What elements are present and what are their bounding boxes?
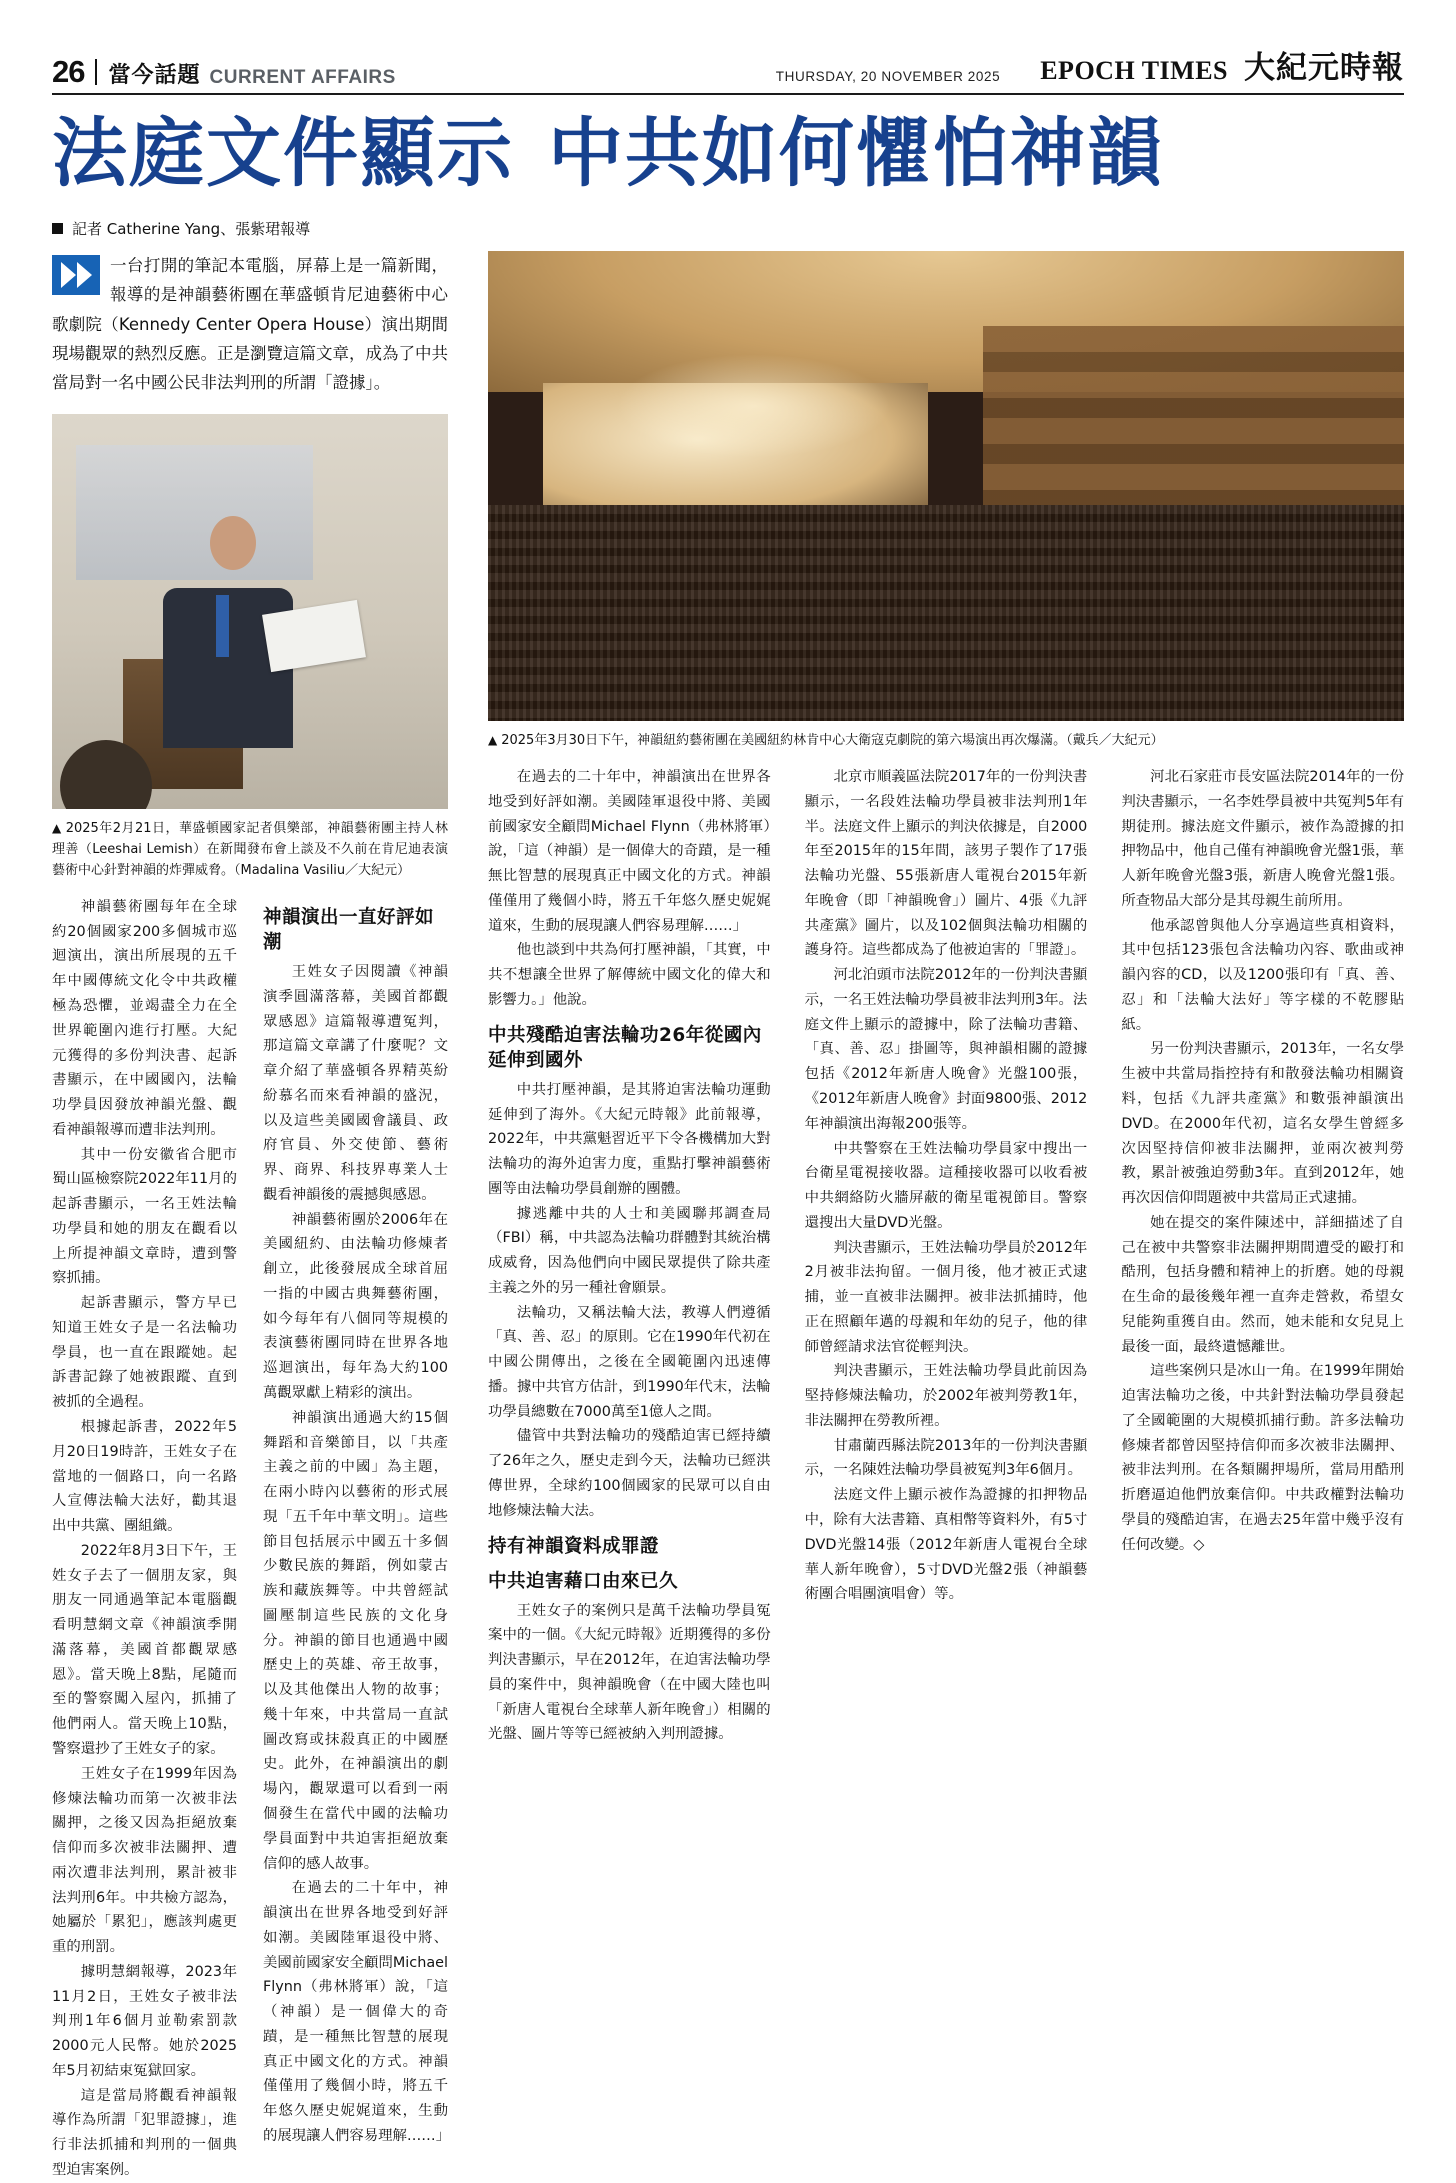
article-body [52, 251, 1404, 2183]
paragraph: 中共打壓神韻，是其將迫害法輪功運動延伸到了海外。《大紀元時報》此前報導，2022年，中共黨魁習近平下令各機構加大對法輪功的海外迫害力度，重點打擊神韻藝術團等由法輪功學員創辦的團體。 [488, 1081, 771, 1197]
column-gutter [448, 251, 488, 2183]
paragraph: 在過去的二十年中，神韻演出在世界各地受到好評如潮。美國陸軍退役中將、美國前國家安全顧問Michael Flynn（弗林將軍）說，「這（神韻）是一個偉大的奇蹟，是一種無比智慧的展現真正中國文化的方式。神韻僅僅用了幾個小時，將五千年悠久歷史妮娓道來，生動的展現讓人們容易理解……」 [263, 1880, 451, 2144]
subheading-2: 中共殘酷迫害法輪功26年從國內延伸到國外 [488, 1024, 762, 1072]
paragraph: 河北石家莊市長安區法院2014年的一份判決書顯示，一名李姓學員被中共冤判5年有期徒刑。據法庭文件顯示，被作為證據的扣押物品中，他自己僅有神韻晚會光盤1張，華人新年晚會光盤3張，新唐人晚會光盤1張。所查物品大部分是其母親生前所用。 [1121, 769, 1404, 909]
masthead [52, 0, 1404, 95]
paragraph: 河北泊頭市法院2012年的一份判決書顯示，一名王姓法輪功學員被非法判刑3年。法庭文件上顯示的證據中，除了法輪功書籍、「真、善、忍」掛圖等，與神韻相關的證據包括《2012年新唐人晚會》光盤100張，《2012年新唐人晚會》封面9800張、2012年神韻演出海報200張等。 [804, 967, 1088, 1132]
subheading-3a: 持有神韻資料成罪證 [488, 1535, 660, 1557]
paragraph: 神韻演出通過大約15個舞蹈和音樂節目，以「共產主義之前的中國」為主題，在兩小時內以藝術的形式展現「五千年中華文明」。這些節目包括展示中國五十多個少數民族的舞蹈，例如蒙古族和藏族舞等。中共曾經試圖壓制這些民族的文化身分。神韻的節目也通過中國歷史上的英雄、帝王故事，以及其他傑出人物的故事；幾十年來，中共當局一直試圖改寫或抹殺真正的中國歷史。此外，在神韻演出的劇場內，觀眾還可以看到一兩個發生在當代中國的法輪功學員面對中共迫害拒絕放棄信仰的感人故事。 [263, 1409, 448, 1872]
paragraph: 根據起訴書，2022年5月20日19時許，王姓女子在當地的一個路口，向一名路人宣傳法輪大法好，勸其退出中共黨、團組織。 [52, 1419, 237, 1535]
paragraph: 在過去的二十年中，神韻演出在世界各地受到好評如潮。美國陸軍退役中將、美國前國家安全顧問Michael Flynn（弗林將軍）說，「這（神韻）是一個偉大的奇蹟，是一種無比智慧的展現真正中國文化的方式。神韻僅僅用了幾個小時，將五千年悠久歷史妮娓道來，生動的展現讓人們容易理解……」 [488, 769, 771, 934]
paragraph: 據明慧網報導，2023年11月2日，王姓女子被非法判刑1年6個月並勒索罰款2000元人民幣。她於2025年5月初結束冤獄回家。 [52, 1963, 237, 2079]
paragraph: 判決書顯示，王姓法輪功學員於2012年2月被非法拘留。一個月後，他才被正式逮捕，並一直被非法關押。被非法抓捕時，他正在照顧年邁的母親和年幼的兒子，他的律師曾經請求法官從輕判決。 [804, 1239, 1088, 1355]
theater-caption-text: 2025年3月30日下午，神韻紐約藝術團在美國紐約林肯中心大衛寇克劇院的第六場演出再次爆滿。（戴兵／大紀元） [501, 733, 1164, 748]
right-text-columns [488, 765, 1404, 1747]
right-col-c [1121, 765, 1404, 1747]
speaker-photo [52, 414, 448, 809]
paragraph: 北京市順義區法院2017年的一份判決書顯示，一名段姓法輪功學員被非法判刑1年半。法庭文件上顯示的判決依據是，自2000年至2015年的15年間，該男子製作了17張法輪功光盤、55張新唐人電視台2015年新年晚會（即「神韻晚會」）圖片、4張《九評共產黨》圖片，以及102個與法輪功相關的護身符。這些都成為了他被迫害的「罪證」。 [804, 769, 1088, 959]
brand-name-en: EPOCH TIMES [1040, 56, 1228, 85]
paragraph: 這是當局將觀看神韻報導作為所謂「犯罪證據」，進行非法抓捕和判刑的一個典型迫害案例。 [52, 2087, 237, 2178]
paragraph: 儘管中共對法輪功的殘酷迫害已經持續了26年之久，歷史走到今天，法輪功已經洪傳世界，全球約100個國家的民眾可以自由地修煉法輪大法。 [488, 1428, 771, 1519]
paragraph: 他也談到中共為何打壓神韻，「其實，中共不想讓全世界了解傳統中國文化的偉大和影響力。」他說。 [488, 942, 771, 1008]
paragraph: 據逃離中共的人士和美國聯邦調查局（FBI）稱，中共認為法輪功群體對其統治構成威脅，因為他們向中國民眾提供了除共產主義之外的另一種社會願景。 [488, 1205, 771, 1296]
paragraph: 王姓女子的案例只是萬千法輪功學員冤案中的一個。《大紀元時報》近期獲得的多份判決書顯示，早在2012年，在迫害法輪功學員的案件中，與神韻晚會（在中國大陸也叫「新唐人電視台全球華人新年晚會」）相關的光盤、圖片等等已經被納入判刑證據。 [488, 1602, 771, 1743]
left-col-a [52, 895, 237, 2183]
lead-text: 一台打開的筆記本電腦，屏幕上是一篇新聞，報導的是神韻藝術團在華盛頓肯尼迪藝術中心歌劇院（Kennedy Center Opera House）演出期間現場觀眾的熱烈反應。正是瀏覽這篇文章，成為了中共當局對一名中國公民非法判刑的所謂「證據」。 [52, 256, 448, 393]
paragraph: 她在提交的案件陳述中，詳細描述了自己在被中共警察非法關押期間遭受的毆打和酷刑，包括身體和精神上的折磨。她的母親在生命的最後幾年裡一直奔走營救，希望女兒能夠重獲自由。然而，她未能和女兒見上最後一面，最終遺憾離世。 [1121, 1214, 1404, 1355]
page-number: 26 [52, 54, 85, 89]
paragraph: 另一份判決書顯示，2013年，一名女學生被中共當局指控持有和散發法輪功相關資料，包括《九評共產黨》和數張神韻演出DVD。在2000年代初，這名女學生曾經多次因堅持信仰被非法關押，並兩次被判勞教，累計被強迫勞動3年。直到2012年，她再次因信仰問題被中共當局正式逮捕。 [1121, 1041, 1404, 1207]
byline [52, 218, 1404, 239]
paragraph: 起訴書顯示，警方早已知道王姓女子是一名法輪功學員，也一直在跟蹤她。起訴書記錄了她被跟蹤、直到被抓的全過程。 [52, 1295, 237, 1411]
left-text-columns [52, 895, 451, 2183]
paragraph: 這些案例只是冰山一角。在1999年開始迫害法輪功之後，中共針對法輪功學員發起了全國範圍的大規模抓捕行動。許多法輪功修煉者都曾因堅持信仰而多次被非法關押、被非法判刑。在各類關押場所，當局用酷刑折磨逼迫他們放棄信仰。中共政權對法輪功學員的殘酷迫害，在過去25年當中幾乎沒有任何改變。◇ [1121, 1363, 1404, 1553]
speaker-photo-caption [52, 818, 448, 881]
section-title-cn: 當今話題 [108, 63, 201, 88]
theater-photo [488, 251, 1404, 721]
byline-text: 記者 Catherine Yang、張紫珺報導 [72, 220, 311, 238]
issue-date: THURSDAY, 20 NOVEMBER 2025 [775, 69, 1001, 84]
lead-paragraph [52, 251, 448, 398]
paragraph: 判決書顯示，王姓法輪功學員此前因為堅持修煉法輪功，於2002年被判勞教1年，非法關押在勞教所裡。 [804, 1363, 1088, 1429]
paragraph: 王姓女子因閱讀《神韻演季圓滿落幕，美國首都觀眾感恩》這篇報導遭冤判，那這篇文章講了什麼呢？文章介紹了華盛頓各界精英紛紛慕名而來看神韻的盛況，以及這些美國國會議員、政府官員、外交使節、藝術界、商界、科技界專業人士觀看神韻後的震撼與感恩。 [263, 963, 448, 1203]
subheading-3b: 中共迫害藉口由來已久 [488, 1571, 679, 1593]
byline-marker-icon [52, 223, 63, 234]
paragraph: 其中一份安徽省合肥市蜀山區檢察院2022年11月的起訴書顯示，一名王姓法輪功學員和她的朋友在觀看以上所提神韻文章時，遭到警察抓捕。 [52, 1146, 237, 1287]
subheading-1: 神韻演出一直好評如潮 [263, 906, 435, 954]
paragraph: 神韻藝術團於2006年在美國紐約、由法輪功修煉者創立，此後發展成全球首屈一指的中國古典舞藝術團，如今每年有八個同等規模的表演藝術團同時在世界各地巡迴演出，每年為大約100萬觀眾獻上精彩的演出。 [263, 1211, 448, 1401]
paragraph: 法庭文件上顯示被作為證據的扣押物品中，除有大法書籍、真相幣等資料外，有5寸DVD光盤14張（2012年新唐人電視台全球華人新年晚會），5寸DVD光盤2張（神韻藝術團合唱團演唱會）等。 [804, 1487, 1088, 1603]
paragraph: 中共警察在王姓法輪功學員家中搜出一台衛星電視接收器。這種接收器可以收看被中共網絡防火牆屏蔽的衛星電視節目。警察還搜出大量DVD光盤。 [804, 1140, 1088, 1231]
section-title-en: CURRENT AFFAIRS [209, 67, 396, 88]
left-col-b [263, 895, 451, 2183]
headline-part-1: 法庭文件顯示 [52, 109, 515, 197]
page-title [52, 109, 1404, 197]
paragraph: 2022年8月3日下午，王姓女子去了一個朋友家，與朋友一同通過筆記本電腦觀看明慧網文章《神韻演季開滿落幕，美國首都觀眾感恩》。當天晚上8點，尾隨而至的警察闖入屋內，抓捕了他們兩人。當天晚上10點，警察還抄了王姓女子的家。 [52, 1542, 237, 1757]
triangle-icon: ▲ [488, 733, 498, 747]
paragraph: 法輪功，又稱法輪大法，教導人們遵循「真、善、忍」的原則。它在1990年代初在中國公開傳出，之後在全國範圍內迅速傳播。據中共官方估計，到1990年代末，法輪功學員總數在7000萬至1億人之間。 [488, 1304, 771, 1420]
speaker-caption-text: 2025年2月21日，華盛頓國家記者俱樂部，神韻藝術團主持人林理善（Leeshai Lemish）在新聞發布會上談及不久前在肯尼迪表演藝術中心針對神韻的炸彈威脅。（Madalina Vasiliu／大紀元） [52, 820, 448, 878]
theater-photo-caption [488, 730, 1404, 751]
triangle-icon: ▲ [52, 820, 62, 835]
right-col-a [488, 765, 771, 1747]
right-column [488, 251, 1404, 2183]
double-chevron-icon [52, 255, 100, 295]
brand-name-cn: 大紀元時報 [1244, 50, 1404, 86]
paragraph: 他承認曾與他人分享過這些真相資料，其中包括123張包含法輪功內容、歌曲或神韻內容的CD，以及1200張印有「真、善、忍」和「法輪大法好」等字樣的不乾膠貼紙。 [1121, 917, 1404, 1033]
headline-part-2: 中共如何懼怕神韻 [548, 109, 1165, 197]
left-column [52, 251, 451, 2183]
masthead-divider [95, 59, 97, 85]
right-col-b [805, 765, 1088, 1747]
paragraph: 王姓女子在1999年因為修煉法輪功而第一次被非法關押，之後又因為拒絕放棄信仰而多次被非法關押、遭兩次遭非法判刑，累計被非法判刑6年。中共檢方認為，她屬於「累犯」，應該判處更重的刑罰。 [52, 1765, 237, 1956]
paragraph: 甘肅蘭西縣法院2013年的一份判決書顯示，一名陳姓法輪功學員被冤判3年6個月。 [804, 1437, 1088, 1479]
paragraph: 神韻藝術團每年在全球約20個國家200多個城市巡迴演出，演出所展現的五千年中國傳統文化令中共政權極為恐懼，並竭盡全力在全世界範圍內進行打壓。大紀元獲得的多份判決書、起訴書顯示，在中國國內，法輪功學員因發放神韻光盤、觀看神韻報導而遭非法判刑。 [52, 898, 237, 1138]
